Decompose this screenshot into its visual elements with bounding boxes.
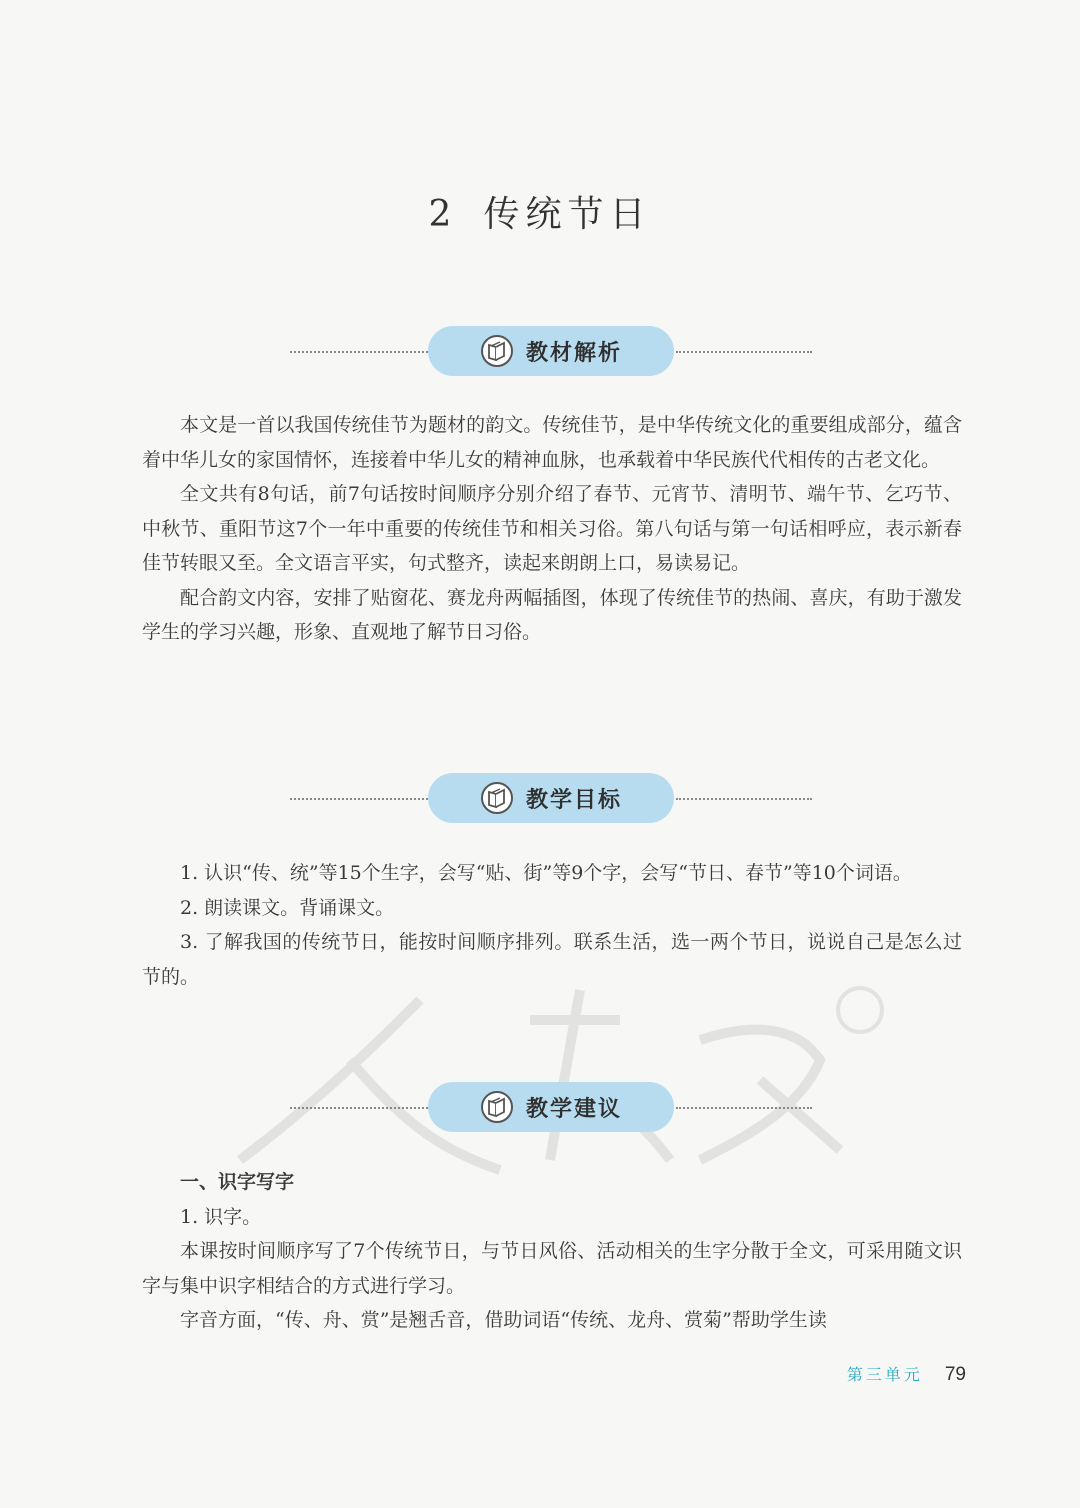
section-pill [428,326,674,376]
goals-body [142,856,962,994]
paragraph: 本文是一首以我国传统佳节为题材的韵文。传统佳节，是中华传统文化的重要组成部分，蕴含着中华儿女的家国情怀，连接着中华儿女的精神血脉，也承载着中华民族代代相传的古老文化。 [142,414,962,471]
book-icon [480,1090,514,1124]
lesson-title-text: 传统节日 [483,194,652,235]
dotted-rule-left [290,798,428,800]
paragraph: 1. 识字。 [180,1205,262,1228]
section-header-goals [290,773,812,825]
goal-item: 1. 认识“传、统”等15个生字，会写“贴、街”等9个字，会写“节日、春节”等10个词语。 [180,862,912,884]
section-heading: 教学目标 [525,787,622,813]
unit-label: 第三单元 [846,1365,923,1384]
dotted-rule-right [676,1107,812,1109]
section-heading: 教材解析 [525,340,622,366]
dotted-rule-left [290,351,428,353]
goal-item: 3. 了解我国的传统节日，能按时间顺序排列。联系生活，选一两个节日，说说自己是怎么过节的。 [142,931,962,988]
section-pill [428,1082,674,1132]
subheading: 一、识字写字 [180,1171,295,1193]
paragraph: 配合韵文内容，安排了贴窗花、赛龙舟两幅插图，体现了传统佳节的热闹、喜庆，有助于激发学生的学习兴趣，形象、直观地了解节日习俗。 [142,586,962,643]
dotted-rule-right [676,798,812,800]
section-header-analysis [290,326,812,378]
suggestions-body [142,1165,962,1338]
section-header-suggestions [290,1082,812,1134]
page-number: 79 [944,1364,966,1385]
goal-item: 2. 朗读课文。背诵课文。 [180,896,395,919]
page-footer [847,1362,966,1386]
dotted-rule-left [290,1107,428,1109]
section-pill [428,773,674,823]
lesson-title [0,186,1080,237]
book-icon [480,334,514,368]
dotted-rule-right [676,351,812,353]
paragraph: 字音方面，“传、舟、赏”是翘舌音，借助词语“传统、龙舟、赏菊”帮助学生读 [180,1309,827,1331]
paragraph: 本课按时间顺序写了7个传统节日，与节日风俗、活动相关的生字分散于全文，可采用随文识字与集中识字相结合的方式进行学习。 [142,1240,962,1297]
publisher-watermark [200,980,900,1180]
section-heading: 教学建议 [525,1096,622,1122]
analysis-body [142,408,962,650]
paragraph: 全文共有8句话，前7句话按时间顺序分别介绍了春节、元宵节、清明节、端午节、乞巧节、中秋节、重阳节这7个一年中重要的传统佳节和相关习俗。第八句话与第一句话相呼应，表示新春佳节转眼又至。全文语言平实，句式整齐，读起来朗朗上口，易读易记。 [142,483,962,574]
book-icon [480,781,514,815]
lesson-number: 2 [428,194,458,235]
